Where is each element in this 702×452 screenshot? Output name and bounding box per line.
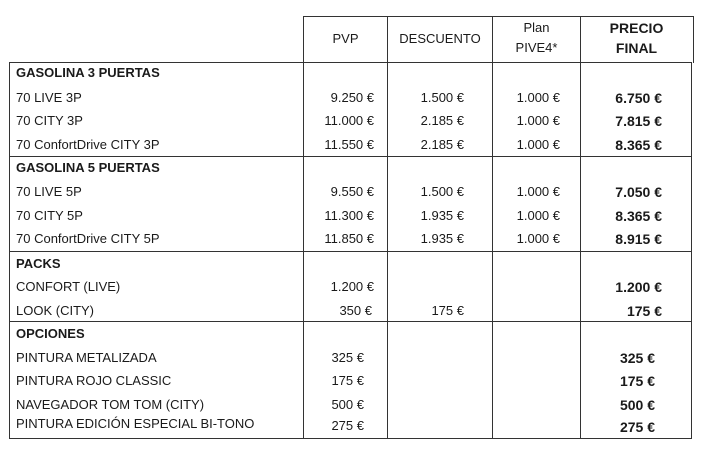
row-pvp: 350 € <box>339 303 372 318</box>
row-pvp: 11.300 € <box>324 208 374 223</box>
row-final: 6.750 € <box>615 90 662 106</box>
row-final: 325 € <box>619 350 655 366</box>
row-final: 7.050 € <box>615 184 662 200</box>
row-plan: 1.000 € <box>516 90 560 105</box>
row-pvp: 325 € <box>331 350 364 365</box>
row-plan: 1.000 € <box>516 137 560 152</box>
row-descuento: 1.935 € <box>420 231 464 246</box>
header-descuento-label: DESCUENTO <box>399 31 481 46</box>
row-pvp: 275 € <box>331 418 364 433</box>
header-plan <box>493 16 580 64</box>
header-pvp <box>304 16 387 62</box>
row-descuento: 1.500 € <box>420 184 464 199</box>
row-name: 70 CITY 3P <box>16 113 83 128</box>
row-final: 8.915 € <box>615 231 662 247</box>
header-final-line2: FINAL <box>615 40 658 56</box>
row-plan: 1.000 € <box>516 113 560 128</box>
header-descuento <box>388 16 492 62</box>
row-pvp: 9.550 € <box>330 184 374 199</box>
header-plan-line1: Plan <box>523 20 550 35</box>
header-plan-line2: PIVE4* <box>515 40 558 55</box>
row-pvp: 9.250 € <box>330 90 374 105</box>
row-final: 175 € <box>626 303 662 319</box>
section-divider <box>9 156 692 157</box>
row-name: PINTURA ROJO CLASSIC <box>16 373 172 388</box>
row-descuento: 175 € <box>431 303 464 318</box>
row-final: 175 € <box>619 373 655 389</box>
row-pvp: 11.550 € <box>324 137 374 152</box>
row-final: 500 € <box>619 397 655 413</box>
row-name: PINTURA EDICIÓN ESPECIAL BI-TONO <box>16 416 255 431</box>
section-divider <box>9 251 692 252</box>
header-final-line1: PRECIO <box>609 20 664 36</box>
row-name: LOOK (CITY) <box>16 303 95 318</box>
row-descuento: 2.185 € <box>420 137 464 152</box>
row-plan: 1.000 € <box>516 231 560 246</box>
header-precio-final <box>581 16 692 64</box>
section-title-opciones: OPCIONES <box>16 326 85 341</box>
row-name: 70 CITY 5P <box>16 208 83 223</box>
row-final: 275 € <box>619 419 655 435</box>
row-name: PINTURA METALIZADA <box>16 350 157 365</box>
row-final: 7.815 € <box>615 113 662 129</box>
row-final: 1.200 € <box>615 279 662 295</box>
row-final: 8.365 € <box>615 137 662 153</box>
row-name: 70 LIVE 3P <box>16 90 82 105</box>
row-descuento: 1.935 € <box>420 208 464 223</box>
row-pvp: 175 € <box>331 373 364 388</box>
section-title-gasolina-3p: GASOLINA 3 PUERTAS <box>16 65 160 80</box>
row-plan: 1.000 € <box>516 184 560 199</box>
row-name: CONFORT (LIVE) <box>16 279 121 294</box>
row-pvp: 11.000 € <box>324 113 374 128</box>
row-pvp: 11.850 € <box>324 231 374 246</box>
row-descuento: 1.500 € <box>420 90 464 105</box>
row-name: NAVEGADOR TOM TOM (CITY) <box>16 397 205 412</box>
row-pvp: 1.200 € <box>330 279 374 294</box>
row-final: 8.365 € <box>615 208 662 224</box>
row-plan: 1.000 € <box>516 208 560 223</box>
row-pvp: 500 € <box>331 397 364 412</box>
section-title-packs: PACKS <box>16 256 61 271</box>
section-title-gasolina-5p: GASOLINA 5 PUERTAS <box>16 160 160 175</box>
row-descuento: 2.185 € <box>420 113 464 128</box>
row-name: 70 ConfortDrive CITY 3P <box>16 137 160 152</box>
section-divider <box>9 321 692 322</box>
row-name: 70 LIVE 5P <box>16 184 82 199</box>
header-pvp-label: PVP <box>332 31 359 46</box>
row-name: 70 ConfortDrive CITY 5P <box>16 231 160 246</box>
